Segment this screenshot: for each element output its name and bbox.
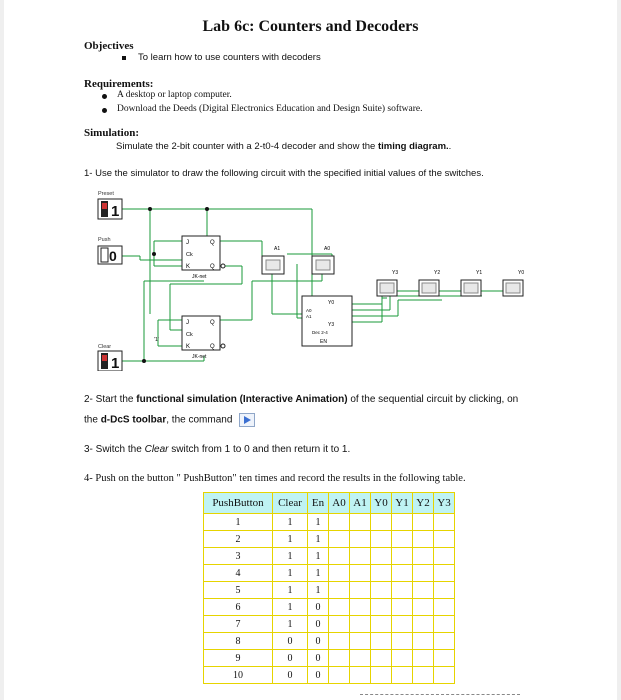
dec-a0: A0 — [306, 308, 312, 313]
step-3-prefix: 3- Switch the — [84, 444, 145, 455]
empty-cell[interactable] — [371, 599, 392, 616]
ff-k: K — [186, 344, 191, 350]
empty-cell[interactable] — [392, 565, 413, 582]
table-cell: 4 — [204, 565, 273, 582]
empty-cell[interactable] — [371, 667, 392, 684]
ff-label: JK-net — [192, 274, 207, 280]
circuit-diagram — [92, 186, 542, 371]
results-table — [203, 492, 455, 684]
empty-cell[interactable] — [329, 548, 350, 565]
table-cell: 1 — [308, 582, 329, 599]
table-row — [204, 650, 455, 667]
empty-cell[interactable] — [434, 633, 455, 650]
clear-switch[interactable] — [98, 351, 122, 371]
empty-cell[interactable] — [392, 531, 413, 548]
preset-label: Preset — [98, 191, 114, 197]
step-2-line2-suffix: , the command — [166, 414, 233, 426]
bullet-icon — [102, 94, 107, 99]
empty-cell[interactable] — [371, 616, 392, 633]
preset-switch[interactable] — [98, 199, 122, 220]
ff-q: Q — [210, 320, 215, 326]
empty-cell[interactable] — [413, 616, 434, 633]
a1-display — [262, 256, 284, 274]
y2-display — [419, 280, 439, 296]
col-header: Y0 — [371, 493, 392, 514]
jk-flipflop-1[interactable] — [182, 236, 225, 280]
empty-cell[interactable] — [413, 599, 434, 616]
empty-cell[interactable] — [413, 548, 434, 565]
objective-item: To learn how to use counters with decoders — [138, 52, 321, 63]
empty-cell[interactable] — [371, 548, 392, 565]
col-header: En — [308, 493, 329, 514]
step-3-italic: Clear — [144, 444, 169, 455]
page-edge-right — [617, 0, 621, 700]
empty-cell[interactable] — [371, 633, 392, 650]
table-cell: 1 — [308, 548, 329, 565]
empty-cell[interactable] — [329, 599, 350, 616]
empty-cell[interactable] — [371, 582, 392, 599]
dec-y0: Y0 — [328, 300, 335, 306]
ff-label: JK-net — [192, 354, 207, 360]
step-2-prefix: 2- Start the — [84, 394, 137, 405]
table-cell: 0 — [308, 633, 329, 650]
table-cell: 1 — [273, 514, 308, 531]
empty-cell[interactable] — [329, 650, 350, 667]
empty-cell[interactable] — [434, 582, 455, 599]
empty-cell[interactable] — [434, 650, 455, 667]
table-cell: 2 — [204, 531, 273, 548]
table-cell: 3 — [204, 548, 273, 565]
table-cell: 9 — [204, 650, 273, 667]
table-cell: 1 — [273, 565, 308, 582]
empty-cell[interactable] — [329, 667, 350, 684]
requirement-item: Download the Deeds (Digital Electronics Education and Design Suite) software. — [117, 104, 423, 114]
empty-cell[interactable] — [413, 650, 434, 667]
empty-cell[interactable] — [350, 514, 371, 531]
page-bottom-divider — [360, 694, 520, 696]
table-cell: 1 — [308, 531, 329, 548]
empty-cell[interactable] — [350, 599, 371, 616]
col-header: A1 — [350, 493, 371, 514]
ff-qbar: Q — [210, 264, 215, 270]
empty-cell[interactable] — [329, 616, 350, 633]
table-row — [204, 582, 455, 599]
col-header: A0 — [329, 493, 350, 514]
empty-cell[interactable] — [392, 599, 413, 616]
empty-cell[interactable] — [350, 650, 371, 667]
table-row — [204, 548, 455, 565]
col-header: Y2 — [413, 493, 434, 514]
empty-cell[interactable] — [392, 582, 413, 599]
ff-ck: Ck — [186, 332, 193, 338]
dec-name: Dec 2-4 — [312, 330, 328, 335]
empty-cell[interactable] — [392, 616, 413, 633]
empty-cell[interactable] — [371, 514, 392, 531]
empty-cell[interactable] — [392, 514, 413, 531]
page-title: Lab 6c: Counters and Decoders — [202, 18, 419, 35]
step-3-text — [84, 444, 350, 455]
empty-cell[interactable] — [434, 599, 455, 616]
simulation-text-bold: timing diagram. — [377, 141, 449, 152]
table-cell: 1 — [308, 565, 329, 582]
col-header: Clear — [273, 493, 308, 514]
empty-cell[interactable] — [392, 650, 413, 667]
empty-cell[interactable] — [329, 514, 350, 531]
simulation-text-prefix: Simulate the 2-bit counter with a 2-t0-4 decoder and show the — [116, 141, 378, 152]
empty-cell[interactable] — [413, 582, 434, 599]
table-cell: 6 — [204, 599, 273, 616]
ff-j: J — [186, 240, 189, 246]
table-cell: 1 — [308, 514, 329, 531]
step-2-text — [84, 394, 518, 405]
table-cell: 1 — [273, 548, 308, 565]
step-2-line2-prefix: the — [84, 414, 101, 426]
simulation-heading: Simulation: — [84, 127, 140, 139]
dec-a1: A1 — [306, 314, 312, 319]
empty-cell[interactable] — [329, 531, 350, 548]
table-cell: 1 — [273, 531, 308, 548]
push-button[interactable] — [98, 246, 122, 264]
empty-cell[interactable] — [413, 531, 434, 548]
table-row — [204, 531, 455, 548]
y3-display — [377, 280, 397, 296]
clear-value: 1 — [111, 355, 120, 371]
step-4-text: 4- Push on the button " PushButton" ten times and record the results in the following table. — [84, 473, 466, 484]
step-2-middle: of the sequential circuit by clicking, on — [347, 394, 519, 405]
requirement-item: A desktop or laptop computer. — [117, 90, 232, 100]
ff-qbar: Q — [210, 344, 215, 350]
empty-cell[interactable] — [329, 582, 350, 599]
a1-label: A1 — [274, 246, 281, 252]
col-header: PushButton — [204, 493, 273, 514]
step-3-suffix: switch from 1 to 0 and then return it to 1. — [168, 444, 351, 455]
push-value: 0 — [109, 248, 117, 264]
empty-cell[interactable] — [329, 565, 350, 582]
interactive-animation-icon[interactable] — [239, 413, 255, 427]
empty-cell[interactable] — [371, 565, 392, 582]
step-2-bold: functional simulation (Interactive Animation) — [136, 394, 348, 405]
empty-cell[interactable] — [350, 531, 371, 548]
y3-label: Y3 — [392, 270, 399, 276]
empty-cell[interactable] — [392, 667, 413, 684]
empty-cell[interactable] — [350, 548, 371, 565]
table-cell: 1 — [273, 582, 308, 599]
table-cell: 1 — [273, 616, 308, 633]
empty-cell[interactable] — [371, 531, 392, 548]
empty-cell[interactable] — [350, 616, 371, 633]
empty-cell[interactable] — [350, 565, 371, 582]
table-cell: 0 — [308, 667, 329, 684]
step-1-text: 1- Use the simulator to draw the following circuit with the specified initial values of the switches. — [84, 168, 484, 179]
col-header: Y1 — [392, 493, 413, 514]
table-cell: 5 — [204, 582, 273, 599]
y0-label: Y0 — [518, 270, 525, 276]
step-2-line2-bold: d-DcS toolbar — [100, 414, 167, 426]
jk-flipflop-2[interactable] — [182, 316, 225, 360]
dec-y3: Y3 — [328, 322, 335, 328]
empty-cell[interactable] — [350, 582, 371, 599]
table-cell: 0 — [308, 616, 329, 633]
empty-cell[interactable] — [392, 633, 413, 650]
ff-k: K — [186, 264, 191, 270]
bullet-icon — [102, 108, 107, 113]
a0-display — [312, 256, 334, 274]
empty-cell[interactable] — [434, 531, 455, 548]
y1-label: Y1 — [476, 270, 483, 276]
table-row — [204, 599, 455, 616]
requirements-heading: Requirements: — [84, 78, 154, 90]
empty-cell[interactable] — [392, 548, 413, 565]
table-cell: 8 — [204, 633, 273, 650]
table-cell: 1 — [204, 514, 273, 531]
ff-ck: Ck — [186, 252, 193, 258]
ff-j: J — [186, 320, 189, 326]
table-header-row — [204, 493, 455, 514]
empty-cell[interactable] — [413, 667, 434, 684]
clear-label: Clear — [98, 344, 112, 350]
empty-cell[interactable] — [350, 633, 371, 650]
y1-display — [461, 280, 481, 296]
ff-q: Q — [210, 240, 215, 246]
bullet-icon — [122, 56, 126, 60]
y2-label: Y2 — [434, 270, 441, 276]
a0-label: A0 — [324, 246, 331, 252]
table-cell: 0 — [308, 650, 329, 667]
simulation-text — [116, 141, 451, 152]
table-cell: 0 — [273, 667, 308, 684]
empty-cell[interactable] — [413, 565, 434, 582]
decoder-2-to-4[interactable] — [302, 296, 352, 346]
table-body — [204, 514, 455, 684]
table-row — [204, 565, 455, 582]
empty-cell[interactable] — [413, 633, 434, 650]
push-label: Push — [98, 237, 111, 243]
table-row — [204, 633, 455, 650]
empty-cell[interactable] — [434, 548, 455, 565]
empty-cell[interactable] — [434, 616, 455, 633]
col-header: Y3 — [434, 493, 455, 514]
dec-en: EN — [320, 339, 327, 345]
empty-cell[interactable] — [434, 667, 455, 684]
y0-display — [503, 280, 523, 296]
table-cell: 0 — [273, 650, 308, 667]
step-2-line-2 — [84, 413, 255, 427]
table-row — [204, 616, 455, 633]
empty-cell[interactable] — [434, 565, 455, 582]
const-one-label: '1' — [154, 337, 159, 343]
table-cell: 7 — [204, 616, 273, 633]
page-edge-left — [0, 0, 4, 700]
empty-cell[interactable] — [371, 650, 392, 667]
table-cell: 0 — [273, 633, 308, 650]
empty-cell[interactable] — [329, 633, 350, 650]
objectives-heading: Objectives — [84, 40, 134, 52]
empty-cell[interactable] — [350, 667, 371, 684]
table-cell: 10 — [204, 667, 273, 684]
table-row — [204, 514, 455, 531]
table-cell: 0 — [308, 599, 329, 616]
table-row — [204, 667, 455, 684]
empty-cell[interactable] — [413, 514, 434, 531]
empty-cell[interactable] — [434, 514, 455, 531]
preset-value: 1 — [111, 203, 120, 220]
simulation-text-suffix: . — [448, 141, 452, 152]
table-cell: 1 — [273, 599, 308, 616]
